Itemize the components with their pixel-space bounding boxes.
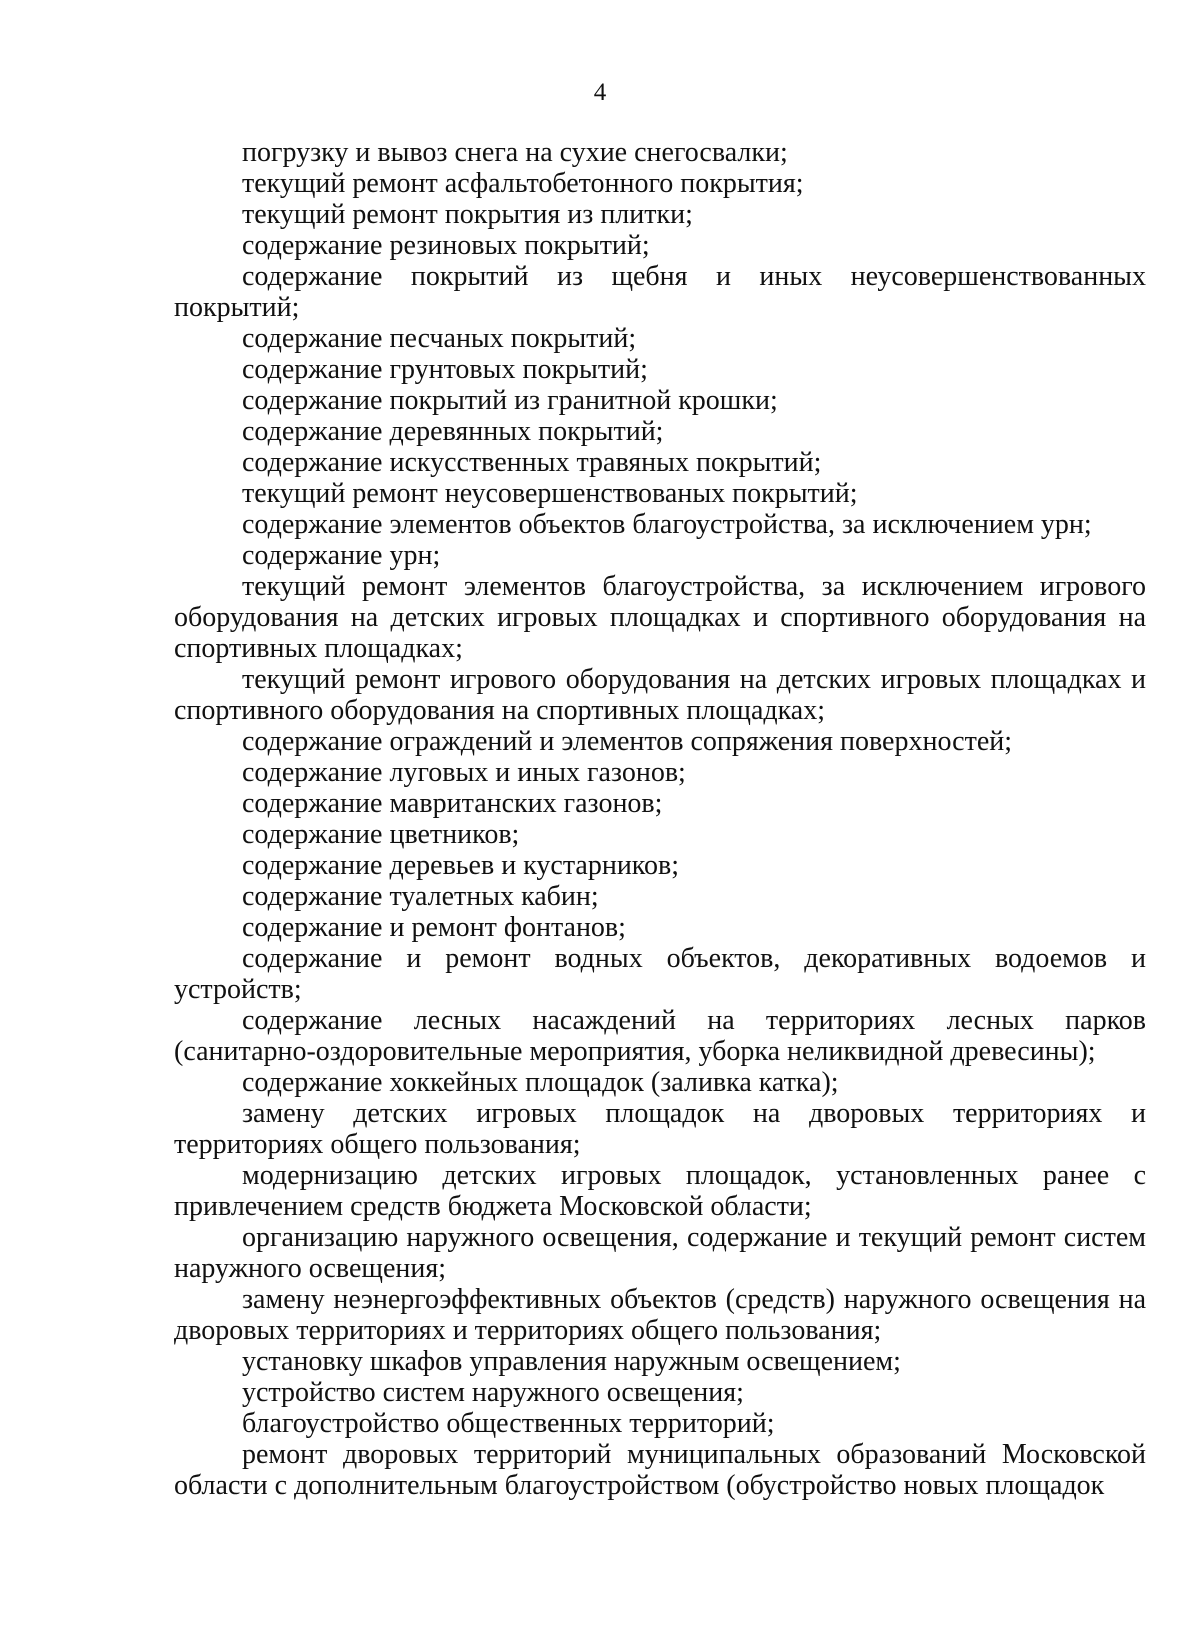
list-item: содержание ограждений и элементов сопряжения поверхностей; — [242, 726, 1013, 757]
list-item: устройство систем наружного освещения; — [242, 1377, 744, 1408]
list-item: установку шкафов управления наружным освещением; — [242, 1346, 901, 1377]
list-item: содержание хоккейных площадок (заливка катка); — [242, 1067, 839, 1098]
list-item: текущий ремонт неусовершенствованых покрытий; — [242, 478, 858, 509]
list-item: содержание цветников; — [242, 819, 520, 850]
list-item: погрузку и вывоз снега на сухие снегосвалки; — [242, 137, 788, 168]
list-item: организацию наружного освещения, содержание и текущий ремонт систем наружного освещения; — [174, 1222, 1146, 1284]
list-item: содержание деревьев и кустарников; — [242, 850, 679, 881]
list-item: содержание и ремонт фонтанов; — [242, 912, 626, 943]
list-item: содержание элементов объектов благоустройства, за исключением урн; — [242, 509, 1092, 540]
page-number: 4 — [593, 79, 607, 106]
list-item: содержание туалетных кабин; — [242, 881, 599, 912]
list-item: содержание и ремонт водных объектов, декоративных водоемов и устройств; — [174, 943, 1146, 1005]
list-item: содержание лесных насаждений на территориях лесных парков (санитарно-оздоровительные мероприятия, уборка неликвидной древесины); — [174, 1005, 1146, 1067]
list-item: текущий ремонт асфальтобетонного покрытия; — [242, 168, 804, 199]
list-item: содержание луговых и иных газонов; — [242, 757, 686, 788]
list-item: ремонт дворовых территорий муниципальных образований Московской области с дополнительным благоустройством (обустройство новых площадок — [174, 1439, 1146, 1501]
list-item: замену детских игровых площадок на дворовых территориях и территориях общего пользования; — [174, 1098, 1146, 1160]
list-item: содержание деревянных покрытий; — [242, 416, 664, 447]
list-item: текущий ремонт элементов благоустройства, за исключением игрового оборудования на детских игровых площадках и спортивного оборудования на спортивных площадках; — [174, 571, 1146, 664]
list-item: содержание мавританских газонов; — [242, 788, 663, 819]
document-body — [174, 137, 1146, 1501]
list-item: текущий ремонт покрытия из плитки; — [242, 199, 693, 230]
list-item: содержание искусственных травяных покрытий; — [242, 447, 822, 478]
list-item: модернизацию детских игровых площадок, установленных ранее с привлечением средств бюджета Московской области; — [174, 1160, 1146, 1222]
list-item: благоустройство общественных территорий; — [242, 1408, 775, 1439]
list-item: содержание резиновых покрытий; — [242, 230, 650, 261]
list-item: замену неэнергоэффективных объектов (средств) наружного освещения на дворовых территориях и территориях общего пользования; — [174, 1284, 1146, 1346]
list-item: содержание покрытий из щебня и иных неусовершенствованных покрытий; — [174, 261, 1146, 323]
list-item: содержание покрытий из гранитной крошки; — [242, 385, 778, 416]
list-item: содержание урн; — [242, 540, 441, 571]
list-item: текущий ремонт игрового оборудования на детских игровых площадках и спортивного оборудования на спортивных площадках; — [174, 664, 1146, 726]
list-item: содержание песчаных покрытий; — [242, 323, 637, 354]
list-item: содержание грунтовых покрытий; — [242, 354, 648, 385]
